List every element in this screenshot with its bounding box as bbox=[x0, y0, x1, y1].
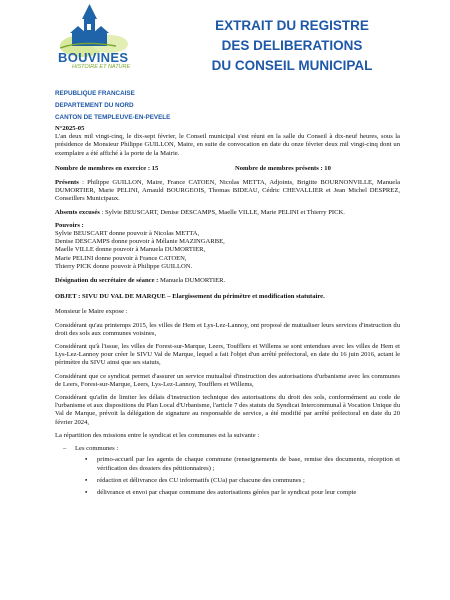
canton-label: CANTON DE TEMPLEUVE-EN-PEVELE bbox=[55, 114, 171, 121]
object-paragraph bbox=[55, 293, 400, 301]
logo-name: BOUVINES bbox=[58, 50, 129, 65]
missions-list bbox=[63, 445, 400, 497]
power-item: Thierry PICK donne pouvoir à Philippe GUILLON. bbox=[55, 262, 193, 270]
commune-mission-item: • délivrance et envoi par chaque commune des autorisations gérées par le syndicat pour leur compte bbox=[81, 489, 400, 497]
powers-label: Pouvoirs : bbox=[55, 221, 84, 229]
logo-text bbox=[58, 51, 138, 71]
deliberation-body bbox=[55, 125, 400, 501]
document-title bbox=[172, 16, 412, 76]
title-line-1: EXTRAIT DU REGISTRE bbox=[215, 18, 369, 33]
title-line-2: DES DELIBERATIONS bbox=[221, 38, 363, 53]
distribution-paragraph: La répartition des missions entre le syndicat et les communes est la suivante : bbox=[55, 431, 260, 439]
secretary-label: Désignation du secrétaire de séance : bbox=[55, 277, 159, 285]
considering-paragraph-1: Considérant qu'au printemps 2015, les villes de Hem et Lys-Lez-Lannoy, ont proposé de mutualiser leurs services d'instruction du droit des sols aux communes voisines, bbox=[55, 321, 400, 337]
logo-tagline: HISTOIRE ET NATURE bbox=[72, 64, 131, 70]
intro-paragraph: L'an deux mil vingt-cinq, le dix-sept février, le Conseil municipal s'est réuni en la salle du Conseil à dix-neuf heures, sous la présidence de Monsieur Philippe GUILLON, Maire, en suite de convocation en date du onze février deux mil vingt-cinq dont un exemplaire a été affiché à la porte de la Mairie. bbox=[55, 133, 400, 157]
commune-mission-item: • rédaction et délivrance des CU informatifs (CUa) par chacune des communes ; bbox=[81, 477, 400, 485]
power-item: Sylvie BEUSCART donne pouvoir à Nicolas METTA, bbox=[55, 230, 200, 238]
power-item: Marie PELINI donne pouvoir à France CATOEN, bbox=[55, 254, 187, 262]
powers-block bbox=[55, 222, 400, 271]
communes-label: Les communes : bbox=[75, 445, 119, 453]
present-label: Présents bbox=[55, 179, 79, 187]
object-text: – Elargissement du périmètre et modification statutaire. bbox=[165, 293, 325, 301]
power-item: Denise DESCAMPS donne pouvoir à Mélanie MAZINGARBE, bbox=[55, 238, 225, 246]
absent-text: : Sylvie BEUSCART, Denise DESCAMPS, Maelle VILLE, Marie PELINI et Thierry PICK. bbox=[99, 208, 345, 216]
mayor-states: Monsieur le Maire expose : bbox=[55, 308, 128, 316]
administrative-header bbox=[55, 88, 170, 124]
considering-paragraph-4: Considérant qu'afin de limiter les délais d'instruction technique des autorisations du droit des sols, conformément au code de l'urbanisme et aux dispositions du Plan Local d'Urbanisme, l'article 7 des statuts du Syndicat Intercommunal à Vocation Unique du Val de Marque, prévoit la délégation de signature au responsable de service, a été modifié par arrêté préfectoral en date du 20 février 2024, bbox=[55, 394, 400, 426]
absent-paragraph bbox=[55, 209, 400, 217]
republic-label: REPUBLIQUE FRANCAISE bbox=[55, 90, 135, 97]
members-present: Nombre de membres présents : 10 bbox=[235, 164, 331, 172]
considering-paragraph-2: Considérant qu'à l'issue, les villes de Forest-sur-Marque, Leers, Toufflers et Willems se sont entendues avec les villes de Hem et Lys-Lez-Lannoy pour créer le SIVU Val de Marque, lequel a fait l'objet d'un arrêté préfectoral, en date du 16 juin 2016, actant le périmètre du SIVU ainsi que ses statuts, bbox=[55, 343, 400, 367]
secretary-name: Manuela DUMORTIER. bbox=[158, 277, 226, 285]
deliberation-number: N°2025-05 bbox=[55, 125, 85, 132]
power-item: Maelle VILLE donne pouvoir à Manuela DUMORTIER, bbox=[55, 246, 206, 254]
present-text: : Philippe GUILLON, Maire, France CATOEN, Nicolas METTA, Adjoints, Brigitte BOURNONVILLE, Manuela DUMORTIER, Marie PELINI, Arnauld BOURGEOIS, Thomas BIDEAU, Cédric CHEVALLIER et Jean Michel DESPREZ, Conseillers Municipaux. bbox=[55, 179, 400, 203]
present-paragraph bbox=[55, 179, 400, 204]
title-line-3: DU CONSEIL MUNICIPAL bbox=[211, 58, 373, 73]
absent-label: Absents excusés bbox=[55, 208, 100, 216]
communes-sublist bbox=[81, 456, 400, 497]
department-label: DEPARTEMENT DU NORD bbox=[55, 102, 134, 109]
commune-mission-item: • primo-accueil par les agents de chaque commune (renseignements de base, remise des documents, réception et vérification des dossiers des pétitionnaires) ; bbox=[81, 456, 400, 472]
communes-list-item bbox=[63, 445, 400, 497]
considering-paragraph-3: Considérant que ce syndicat permet d'assurer un service mutualisé d'instruction des autorisations d'urbanisme avec les communes de Leers, Forest-sur-Marque, Leers, Lys-Lez-Lannoy, Toufflers et Willems, bbox=[55, 372, 400, 388]
object-label: OBJET : SIVU DU VAL DE MARQUE bbox=[55, 293, 166, 301]
members-in-office: Nombre de membres en exercice : 15 bbox=[55, 164, 159, 172]
member-counts bbox=[55, 165, 400, 173]
secretary-paragraph bbox=[55, 277, 400, 285]
